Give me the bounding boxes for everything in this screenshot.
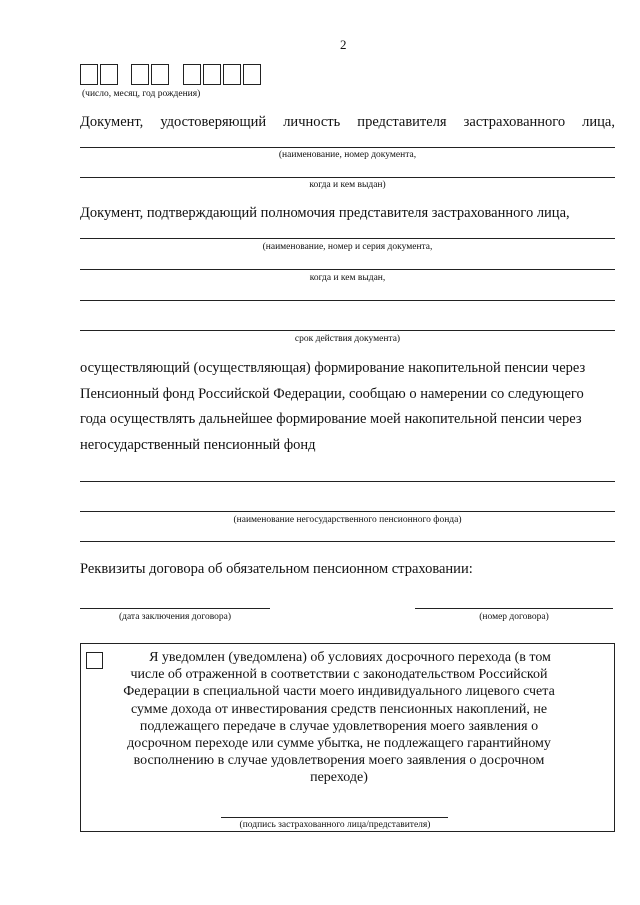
authority-document-heading: Документ, подтверждающий полномочия представителя застрахованного лица,	[80, 205, 570, 221]
authority-document-line-4[interactable]	[80, 330, 615, 331]
contract-heading: Реквизиты договора об обязательном пенсионном страховании:	[80, 561, 473, 577]
birth-year-digit-3[interactable]	[223, 64, 241, 85]
consent-line-3: Федерации в специальной части моего индивидуального лицевого счета	[123, 684, 555, 700]
authority-document-caption-3: срок действия документа)	[294, 334, 401, 344]
signature-line[interactable]	[221, 817, 448, 818]
id-document-heading: Документ, удостоверяющий личность представителя застрахованного лица,	[80, 114, 615, 130]
authority-document-line-3[interactable]	[80, 300, 615, 301]
statement-line-4: негосударственный пенсионный фонд	[80, 436, 316, 453]
id-document-caption-1: (наименование, номер документа,	[278, 150, 417, 160]
id-document-line-1[interactable]	[80, 147, 615, 148]
fund-line-2[interactable]	[80, 511, 615, 512]
consent-line-1: Я уведомлен (уведомлена) об условиях досрочного перехода (в том	[149, 650, 551, 665]
contract-number-caption: (номер договора)	[479, 612, 549, 622]
signature-caption: (подпись застрахованного лица/представителя)	[239, 820, 431, 830]
contract-date-line[interactable]	[80, 608, 270, 609]
fund-line-3[interactable]	[80, 541, 615, 542]
id-document-line-2[interactable]	[80, 177, 615, 178]
consent-line-8: переходе)	[310, 770, 368, 786]
contract-date-caption: (дата заключения договора)	[118, 612, 232, 622]
authority-document-caption-2: когда и кем выдан,	[309, 273, 386, 283]
birth-date-caption: (число, месяц, год рождения)	[82, 89, 201, 99]
statement-line-2: Пенсионный фонд Российской Федерации, сообщаю о намерении со следующего	[80, 385, 584, 402]
consent-line-6: досрочном переходе или сумме убытка, не подлежащего гарантийному	[127, 736, 551, 752]
consent-text	[98, 649, 580, 787]
consent-line-7: восполнению в случае удовлетворения моего заявления о досрочном	[133, 753, 545, 769]
birth-month-digit-1[interactable]	[131, 64, 149, 85]
birth-day-digit-1[interactable]	[80, 64, 98, 85]
fund-caption: (наименование негосударственного пенсионного фонда)	[233, 515, 462, 525]
id-document-caption-2: когда и кем выдан)	[309, 180, 386, 190]
birth-year-digit-1[interactable]	[183, 64, 201, 85]
birth-year-digit-4[interactable]	[243, 64, 261, 85]
statement-line-3: года осуществлять дальнейшее формирование моей накопительной пенсии через	[80, 411, 582, 427]
authority-document-line-1[interactable]	[80, 238, 615, 239]
authority-document-caption-1: (наименование, номер и серия документа,	[262, 242, 433, 252]
birth-year-digit-2[interactable]	[203, 64, 221, 85]
page-number: 2	[340, 37, 347, 52]
statement-line-1: осуществляющий (осуществляющая) формирование накопительной пенсии через	[80, 360, 586, 376]
consent-line-5: подлежащего передаче в случае удовлетворения моего заявления о	[139, 718, 539, 734]
birth-day-digit-2[interactable]	[100, 64, 118, 85]
consent-line-2: числе об отраженной в соответствии с законодательством Российской	[130, 667, 548, 683]
fund-line-1[interactable]	[80, 481, 615, 482]
consent-line-4: сумме дохода от инвестирования средств пенсионных накоплений, не	[130, 701, 548, 717]
birth-month-digit-2[interactable]	[151, 64, 169, 85]
authority-document-line-2[interactable]	[80, 269, 615, 270]
contract-number-line[interactable]	[415, 608, 613, 609]
statement-paragraph	[80, 356, 610, 458]
